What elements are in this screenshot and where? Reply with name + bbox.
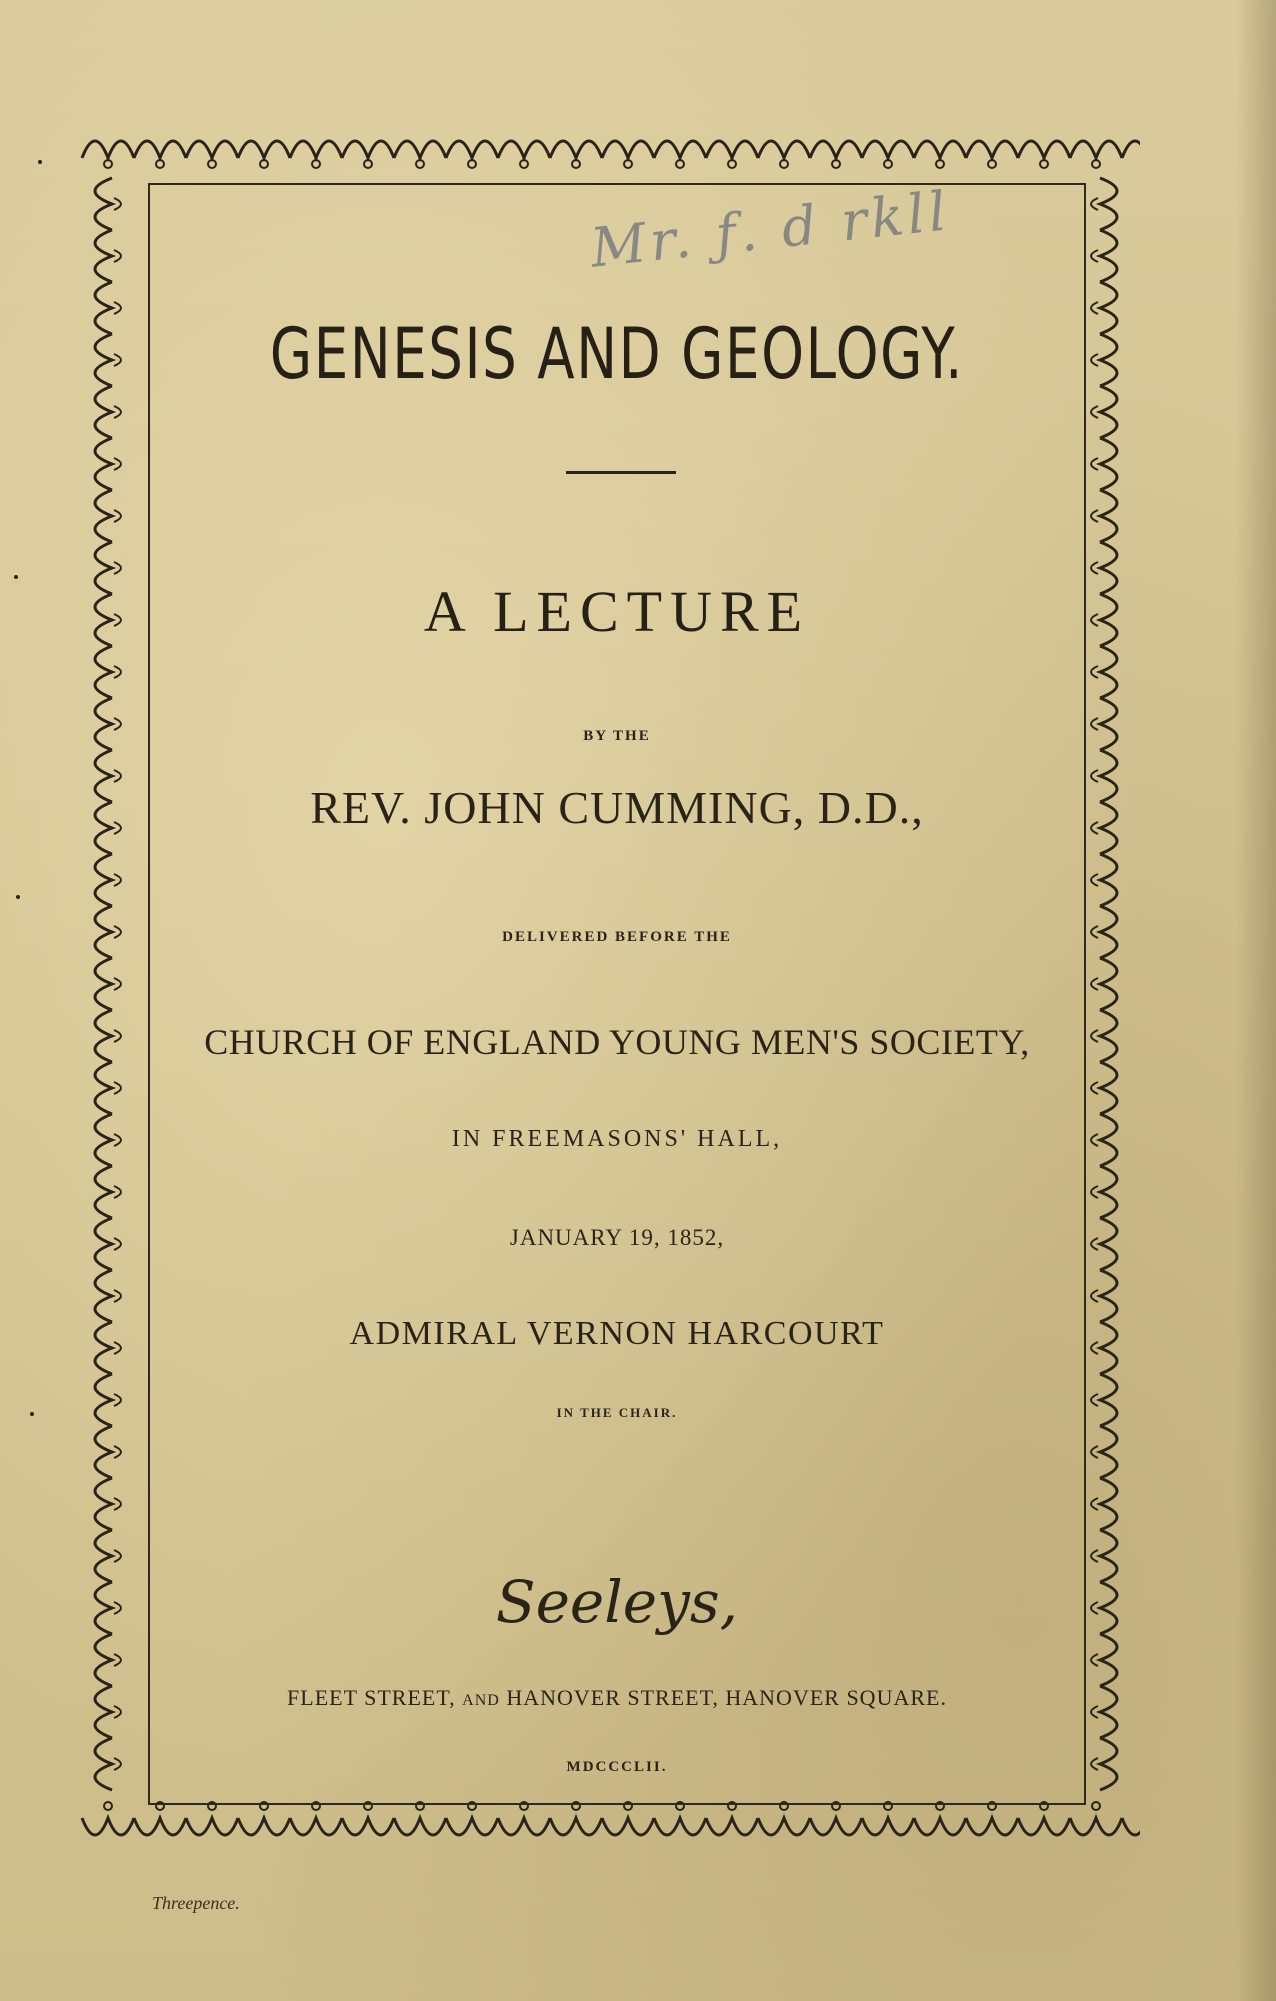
border-ornament (1100, 698, 1117, 750)
title-divider (566, 471, 676, 474)
border-ornament (394, 1818, 446, 1835)
border-ornament (1100, 1738, 1117, 1790)
border-ornament (95, 1426, 112, 1478)
border-ornament (95, 698, 112, 750)
border-ornament (706, 141, 758, 158)
border-ornament (1100, 230, 1117, 282)
delivered-line: DELIVERED BEFORE THE (502, 929, 732, 945)
border-ornament (1100, 646, 1117, 698)
border-ornament (394, 141, 446, 158)
address-part-1: FLEET STREET, (287, 1685, 456, 1710)
chair-line: IN THE CHAIR. (556, 1405, 678, 1420)
border-ornament (95, 1270, 112, 1322)
border-ornament (1018, 141, 1070, 158)
border-ornament (1100, 438, 1117, 490)
border-ornament (1100, 1478, 1117, 1530)
document-subtitle: A LECTURE (423, 579, 811, 644)
border-ornament (1100, 1634, 1117, 1686)
border-ornament (602, 141, 654, 158)
speck (38, 160, 42, 164)
border-ornament (290, 1818, 342, 1835)
border-ornament (95, 1738, 112, 1790)
border-ornament (186, 1818, 238, 1835)
border-ornament (95, 1478, 112, 1530)
border-ornament (1070, 141, 1122, 158)
border-ornament (1100, 750, 1117, 802)
border-ornament (498, 141, 550, 158)
border-ornament (1100, 1374, 1117, 1426)
price-label: Threepence. (152, 1893, 240, 1913)
border-ornament (914, 1818, 966, 1835)
border-ornament (1100, 386, 1117, 438)
lecture-date: JANUARY 19, 1852, (509, 1225, 725, 1250)
border-ornament (342, 1818, 394, 1835)
border-ornament (498, 1818, 550, 1835)
border-ornament (95, 958, 112, 1010)
border-ornament (810, 141, 862, 158)
document-title: GENESIS AND GEOLOGY. (269, 313, 965, 395)
border-ornament (1100, 334, 1117, 386)
border-ornament (862, 141, 914, 158)
border-ornament (1070, 1818, 1122, 1835)
venue: IN FREEMASONS' HALL, (451, 1126, 783, 1152)
title-page-content (148, 183, 1086, 1805)
border-ornament (104, 1802, 112, 1810)
page-edge-shadow (1236, 0, 1276, 2001)
border-ornament (95, 1218, 112, 1270)
border-ornament (95, 230, 112, 282)
border-ornament (550, 1818, 602, 1835)
border-ornament (95, 282, 112, 334)
border-ornament (134, 1818, 186, 1835)
border-ornament (446, 141, 498, 158)
border-ornament (95, 490, 112, 542)
border-ornament (810, 1818, 862, 1835)
border-ornament (95, 1374, 112, 1426)
border-ornament (602, 1818, 654, 1835)
border-ornament (95, 1114, 112, 1166)
border-ornament (966, 141, 1018, 158)
border-ornament (1100, 282, 1117, 334)
border-ornament (95, 1634, 112, 1686)
border-ornament (1122, 141, 1140, 158)
border-ornament (1100, 802, 1117, 854)
border-ornament (446, 1818, 498, 1835)
border-ornament (95, 802, 112, 854)
border-ornament (1100, 178, 1117, 230)
border-ornament (1100, 542, 1117, 594)
address-and: AND (462, 1692, 500, 1709)
border-ornament (1100, 1270, 1117, 1322)
border-ornament (706, 1818, 758, 1835)
border-ornament (342, 141, 394, 158)
border-ornament (95, 542, 112, 594)
border-ornament (95, 1582, 112, 1634)
border-ornament (862, 1818, 914, 1835)
border-ornament (654, 1818, 706, 1835)
border-ornament (1092, 1802, 1100, 1810)
border-ornament (654, 141, 706, 158)
border-ornament (134, 141, 186, 158)
speck (14, 575, 18, 579)
border-ornament (1100, 1062, 1117, 1114)
border-ornament (95, 178, 112, 230)
border-ornament (550, 141, 602, 158)
border-ornament (95, 1322, 112, 1374)
chairman-name: ADMIRAL VERNON HARCOURT (349, 1315, 885, 1352)
author-name: REV. JOHN CUMMING, D.D., (310, 782, 924, 833)
publisher-name: Seeleys, (495, 1568, 739, 1636)
address-part-2: HANOVER STREET, HANOVER SQUARE. (506, 1685, 947, 1710)
border-ornament (914, 141, 966, 158)
border-ornament (1100, 594, 1117, 646)
publication-year: MDCCCLII. (566, 1759, 668, 1775)
border-ornament (95, 854, 112, 906)
border-ornament (966, 1818, 1018, 1835)
border-ornament (1100, 1426, 1117, 1478)
border-ornament (238, 141, 290, 158)
border-ornament (82, 1818, 134, 1835)
border-ornament (95, 906, 112, 958)
border-ornament (186, 141, 238, 158)
border-ornament (82, 141, 134, 158)
border-ornament (238, 1818, 290, 1835)
border-ornament (1100, 1218, 1117, 1270)
border-ornament (95, 1530, 112, 1582)
border-ornament (95, 438, 112, 490)
border-ornament (95, 646, 112, 698)
border-ornament (1100, 854, 1117, 906)
border-ornament (95, 1062, 112, 1114)
border-ornament (1100, 1582, 1117, 1634)
border-ornament (95, 386, 112, 438)
border-ornament (95, 594, 112, 646)
border-ornament (758, 141, 810, 158)
border-ornament (1100, 1686, 1117, 1738)
border-ornament (1100, 1530, 1117, 1582)
border-ornament (1100, 1322, 1117, 1374)
border-ornament (1100, 490, 1117, 542)
by-line: BY THE (583, 728, 651, 744)
border-ornament (95, 1166, 112, 1218)
border-ornament (1100, 958, 1117, 1010)
speck (30, 1412, 34, 1416)
border-ornament (1100, 1010, 1117, 1062)
border-ornament (95, 750, 112, 802)
border-ornament (1100, 1114, 1117, 1166)
border-ornament (1100, 906, 1117, 958)
border-ornament (1100, 1166, 1117, 1218)
handwritten-signature: Mr. ƒ. d rkll (587, 179, 953, 280)
speck (16, 895, 20, 899)
border-ornament (758, 1818, 810, 1835)
society-name: CHURCH OF ENGLAND YOUNG MEN'S SOCIETY, (204, 1022, 1030, 1062)
border-ornament (1122, 1818, 1140, 1835)
border-ornament (1018, 1818, 1070, 1835)
border-ornament (95, 334, 112, 386)
border-ornament (95, 1010, 112, 1062)
publisher-address (148, 1685, 1086, 1711)
border-ornament (95, 1686, 112, 1738)
border-ornament (290, 141, 342, 158)
